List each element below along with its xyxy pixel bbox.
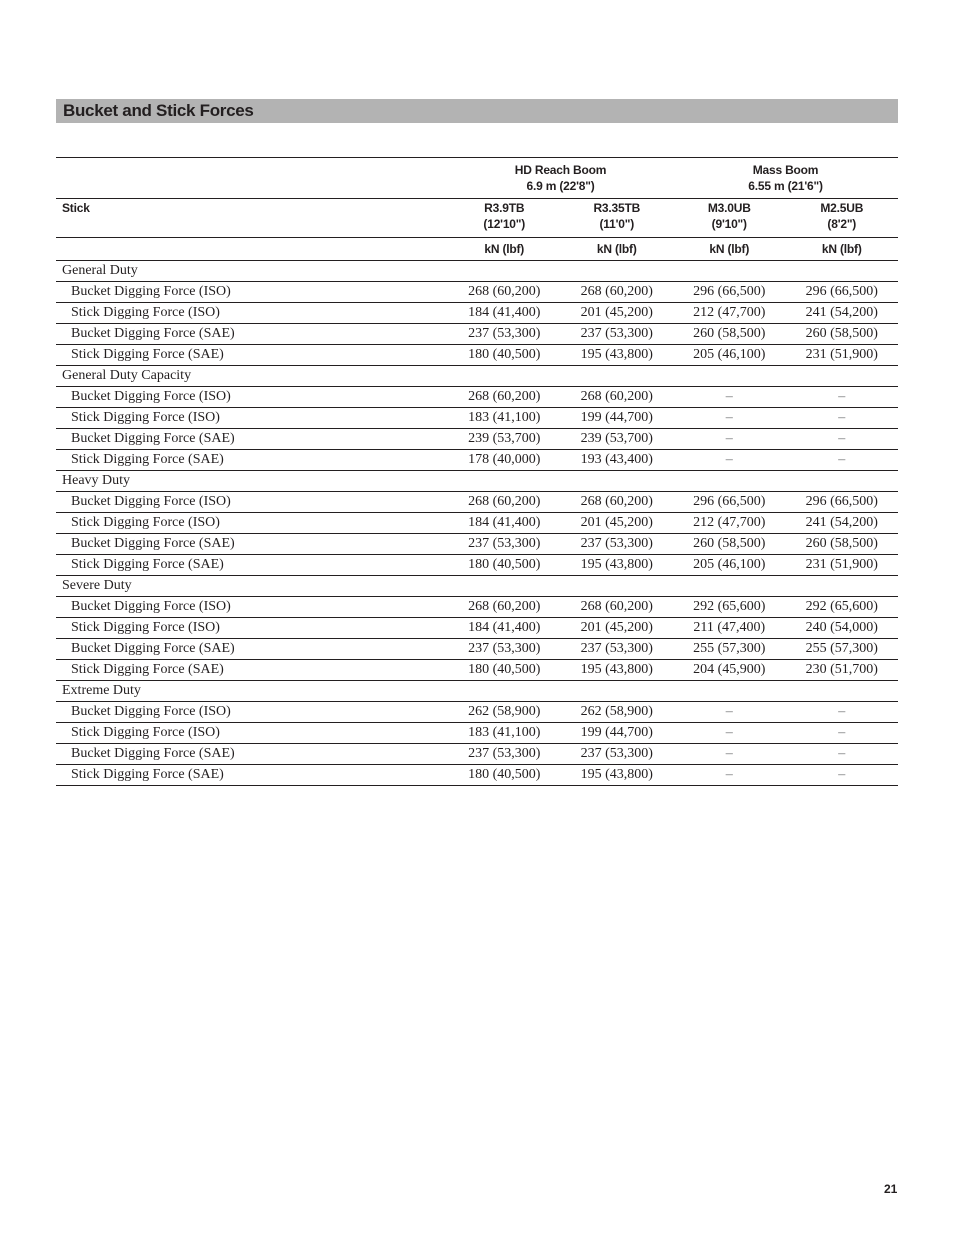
row-label: Bucket Digging Force (ISO) xyxy=(56,492,448,513)
table-row xyxy=(56,639,898,660)
force-value-cell: – xyxy=(786,387,899,408)
force-value-cell: – xyxy=(673,765,786,786)
table-row xyxy=(56,555,898,576)
force-value-cell: 237 (53,300) xyxy=(448,744,561,765)
force-value-cell: 296 (66,500) xyxy=(786,282,899,303)
row-label: Bucket Digging Force (SAE) xyxy=(56,324,448,345)
force-value-cell: 204 (45,900) xyxy=(673,660,786,681)
force-value-cell: 255 (57,300) xyxy=(786,639,899,660)
force-value-cell: 292 (65,600) xyxy=(786,597,899,618)
group-row xyxy=(56,471,898,492)
row-label: Bucket Digging Force (SAE) xyxy=(56,534,448,555)
force-value-cell: – xyxy=(673,723,786,744)
boom-group-hd-reach xyxy=(448,158,673,199)
unit-label: kN (lbf) xyxy=(786,238,899,261)
group-label: General Duty xyxy=(56,261,448,282)
group-label: General Duty Capacity xyxy=(56,366,448,387)
force-value-cell: 268 (60,200) xyxy=(561,387,674,408)
force-value-cell: 201 (45,200) xyxy=(561,618,674,639)
force-value-cell: – xyxy=(786,429,899,450)
row-label: Stick Digging Force (ISO) xyxy=(56,618,448,639)
stick-name: R3.35TB xyxy=(593,201,641,215)
stick-name: M3.0UB xyxy=(707,201,751,215)
force-value-cell: 237 (53,300) xyxy=(561,639,674,660)
table-row xyxy=(56,702,898,723)
empty-cell xyxy=(561,261,674,282)
force-value-cell: – xyxy=(673,450,786,471)
empty-cell xyxy=(561,681,674,702)
units-header-row xyxy=(56,238,898,261)
force-value-cell: – xyxy=(673,387,786,408)
empty-cell xyxy=(448,471,561,492)
force-value-cell: 268 (60,200) xyxy=(448,282,561,303)
row-label: Stick Digging Force (SAE) xyxy=(56,765,448,786)
force-value-cell: 180 (40,500) xyxy=(448,660,561,681)
empty-cell xyxy=(448,576,561,597)
empty-cell xyxy=(786,681,899,702)
row-label: Bucket Digging Force (ISO) xyxy=(56,702,448,723)
stick-length: (9'10") xyxy=(711,217,747,231)
force-value-cell: 237 (53,300) xyxy=(561,534,674,555)
empty-cell xyxy=(673,471,786,492)
force-value-cell: 268 (60,200) xyxy=(561,597,674,618)
table-row xyxy=(56,618,898,639)
force-value-cell: – xyxy=(786,702,899,723)
force-value-cell: 237 (53,300) xyxy=(448,324,561,345)
force-value-cell: 180 (40,500) xyxy=(448,765,561,786)
table-row xyxy=(56,597,898,618)
row-label: Stick Digging Force (ISO) xyxy=(56,513,448,534)
force-value-cell: 195 (43,800) xyxy=(561,345,674,366)
stick-header-r335tb xyxy=(561,199,674,238)
table-row xyxy=(56,429,898,450)
force-value-cell: 212 (47,700) xyxy=(673,513,786,534)
empty-cell xyxy=(448,681,561,702)
empty-cell xyxy=(561,576,674,597)
force-value-cell: – xyxy=(673,408,786,429)
table-row xyxy=(56,744,898,765)
stick-name: R3.9TB xyxy=(484,201,525,215)
table-row xyxy=(56,408,898,429)
force-value-cell: 193 (43,400) xyxy=(561,450,674,471)
table-row xyxy=(56,660,898,681)
force-value-cell: – xyxy=(786,450,899,471)
force-value-cell: – xyxy=(786,723,899,744)
force-value-cell: 262 (58,900) xyxy=(561,702,674,723)
force-value-cell: 201 (45,200) xyxy=(561,513,674,534)
stick-header-r39tb xyxy=(448,199,561,238)
stick-header-m25ub xyxy=(786,199,899,238)
force-value-cell: 260 (58,500) xyxy=(673,534,786,555)
empty-cell xyxy=(673,576,786,597)
unit-label: kN (lbf) xyxy=(673,238,786,261)
row-label: Stick Digging Force (SAE) xyxy=(56,450,448,471)
boom-group-name: Mass Boom xyxy=(752,163,819,177)
empty-cell xyxy=(448,261,561,282)
section-title: Bucket and Stick Forces xyxy=(63,101,254,120)
empty-cell xyxy=(561,471,674,492)
row-label: Stick Digging Force (ISO) xyxy=(56,408,448,429)
section-banner xyxy=(56,99,898,123)
force-value-cell: 268 (60,200) xyxy=(448,387,561,408)
force-value-cell: 296 (66,500) xyxy=(673,492,786,513)
force-value-cell: – xyxy=(786,765,899,786)
group-row xyxy=(56,576,898,597)
table-row xyxy=(56,450,898,471)
boom-group-length: 6.9 m (22'8") xyxy=(526,179,595,193)
force-value-cell: 180 (40,500) xyxy=(448,345,561,366)
row-label: Bucket Digging Force (ISO) xyxy=(56,282,448,303)
table-row xyxy=(56,282,898,303)
row-label: Stick Digging Force (SAE) xyxy=(56,555,448,576)
force-value-cell: 241 (54,200) xyxy=(786,513,899,534)
force-value-cell: 195 (43,800) xyxy=(561,660,674,681)
boom-group-name: HD Reach Boom xyxy=(514,163,607,177)
force-value-cell: 199 (44,700) xyxy=(561,723,674,744)
group-label: Extreme Duty xyxy=(56,681,448,702)
force-value-cell: 292 (65,600) xyxy=(673,597,786,618)
row-label: Bucket Digging Force (SAE) xyxy=(56,639,448,660)
unit-label: kN (lbf) xyxy=(448,238,561,261)
stick-length: (12'10") xyxy=(483,217,526,231)
boom-group-mass xyxy=(673,158,898,199)
force-value-cell: 230 (51,700) xyxy=(786,660,899,681)
force-value-cell: 296 (66,500) xyxy=(786,492,899,513)
force-value-cell: 237 (53,300) xyxy=(448,639,561,660)
force-value-cell: 237 (53,300) xyxy=(561,744,674,765)
empty-cell xyxy=(448,366,561,387)
stick-header-row xyxy=(56,199,898,238)
force-value-cell: – xyxy=(786,744,899,765)
boom-header-row xyxy=(56,158,898,199)
force-value-cell: 262 (58,900) xyxy=(448,702,561,723)
force-value-cell: 239 (53,700) xyxy=(561,429,674,450)
force-value-cell: 241 (54,200) xyxy=(786,303,899,324)
force-value-cell: 296 (66,500) xyxy=(673,282,786,303)
empty-cell xyxy=(786,261,899,282)
empty-cell xyxy=(561,366,674,387)
group-row xyxy=(56,681,898,702)
empty-cell xyxy=(786,576,899,597)
empty-cell xyxy=(673,366,786,387)
group-label: Severe Duty xyxy=(56,576,448,597)
stick-header-m30ub xyxy=(673,199,786,238)
force-value-cell: 260 (58,500) xyxy=(673,324,786,345)
row-label: Stick Digging Force (ISO) xyxy=(56,303,448,324)
force-value-cell: 195 (43,800) xyxy=(561,765,674,786)
force-value-cell: 255 (57,300) xyxy=(673,639,786,660)
force-value-cell: – xyxy=(673,702,786,723)
forces-table xyxy=(56,157,898,786)
empty-cell xyxy=(673,681,786,702)
header-blank-cell xyxy=(56,238,448,261)
table-row xyxy=(56,324,898,345)
row-label: Stick Digging Force (ISO) xyxy=(56,723,448,744)
force-value-cell: 231 (51,900) xyxy=(786,345,899,366)
unit-label: kN (lbf) xyxy=(561,238,674,261)
table-row xyxy=(56,513,898,534)
table-row xyxy=(56,345,898,366)
force-value-cell: 268 (60,200) xyxy=(561,282,674,303)
row-label: Bucket Digging Force (SAE) xyxy=(56,429,448,450)
stick-name: M2.5UB xyxy=(820,201,864,215)
row-label: Bucket Digging Force (ISO) xyxy=(56,597,448,618)
table-row xyxy=(56,303,898,324)
force-value-cell: 268 (60,200) xyxy=(448,597,561,618)
stick-column-header: Stick xyxy=(56,199,448,238)
group-row xyxy=(56,261,898,282)
table-row xyxy=(56,723,898,744)
row-label: Stick Digging Force (SAE) xyxy=(56,660,448,681)
force-value-cell: 180 (40,500) xyxy=(448,555,561,576)
table-body xyxy=(56,261,898,786)
force-value-cell: 205 (46,100) xyxy=(673,555,786,576)
table-row xyxy=(56,765,898,786)
force-value-cell: 205 (46,100) xyxy=(673,345,786,366)
force-value-cell: 239 (53,700) xyxy=(448,429,561,450)
empty-cell xyxy=(673,261,786,282)
force-value-cell: 260 (58,500) xyxy=(786,534,899,555)
force-value-cell: 237 (53,300) xyxy=(561,324,674,345)
group-row xyxy=(56,366,898,387)
force-value-cell: 212 (47,700) xyxy=(673,303,786,324)
empty-cell xyxy=(786,471,899,492)
row-label: Bucket Digging Force (SAE) xyxy=(56,744,448,765)
force-value-cell: – xyxy=(786,408,899,429)
table-row xyxy=(56,492,898,513)
force-value-cell: 268 (60,200) xyxy=(561,492,674,513)
table-header xyxy=(56,158,898,261)
stick-length: (11'0") xyxy=(599,217,634,231)
force-value-cell: 211 (47,400) xyxy=(673,618,786,639)
force-value-cell: 178 (40,000) xyxy=(448,450,561,471)
stick-length: (8'2") xyxy=(827,217,857,231)
table-row xyxy=(56,387,898,408)
group-label: Heavy Duty xyxy=(56,471,448,492)
force-value-cell: 184 (41,400) xyxy=(448,303,561,324)
row-label: Bucket Digging Force (ISO) xyxy=(56,387,448,408)
force-value-cell: 183 (41,100) xyxy=(448,408,561,429)
force-value-cell: 237 (53,300) xyxy=(448,534,561,555)
force-value-cell: 183 (41,100) xyxy=(448,723,561,744)
header-blank-cell xyxy=(56,158,448,199)
force-value-cell: 195 (43,800) xyxy=(561,555,674,576)
boom-group-length: 6.55 m (21'6") xyxy=(748,179,823,193)
force-value-cell: – xyxy=(673,429,786,450)
force-value-cell: 184 (41,400) xyxy=(448,618,561,639)
empty-cell xyxy=(786,366,899,387)
page-number: 21 xyxy=(884,1182,898,1196)
force-value-cell: 240 (54,000) xyxy=(786,618,899,639)
force-value-cell: 184 (41,400) xyxy=(448,513,561,534)
force-value-cell: – xyxy=(673,744,786,765)
force-value-cell: 268 (60,200) xyxy=(448,492,561,513)
force-value-cell: 201 (45,200) xyxy=(561,303,674,324)
force-value-cell: 260 (58,500) xyxy=(786,324,899,345)
table-row xyxy=(56,534,898,555)
row-label: Stick Digging Force (SAE) xyxy=(56,345,448,366)
force-value-cell: 199 (44,700) xyxy=(561,408,674,429)
force-value-cell: 231 (51,900) xyxy=(786,555,899,576)
